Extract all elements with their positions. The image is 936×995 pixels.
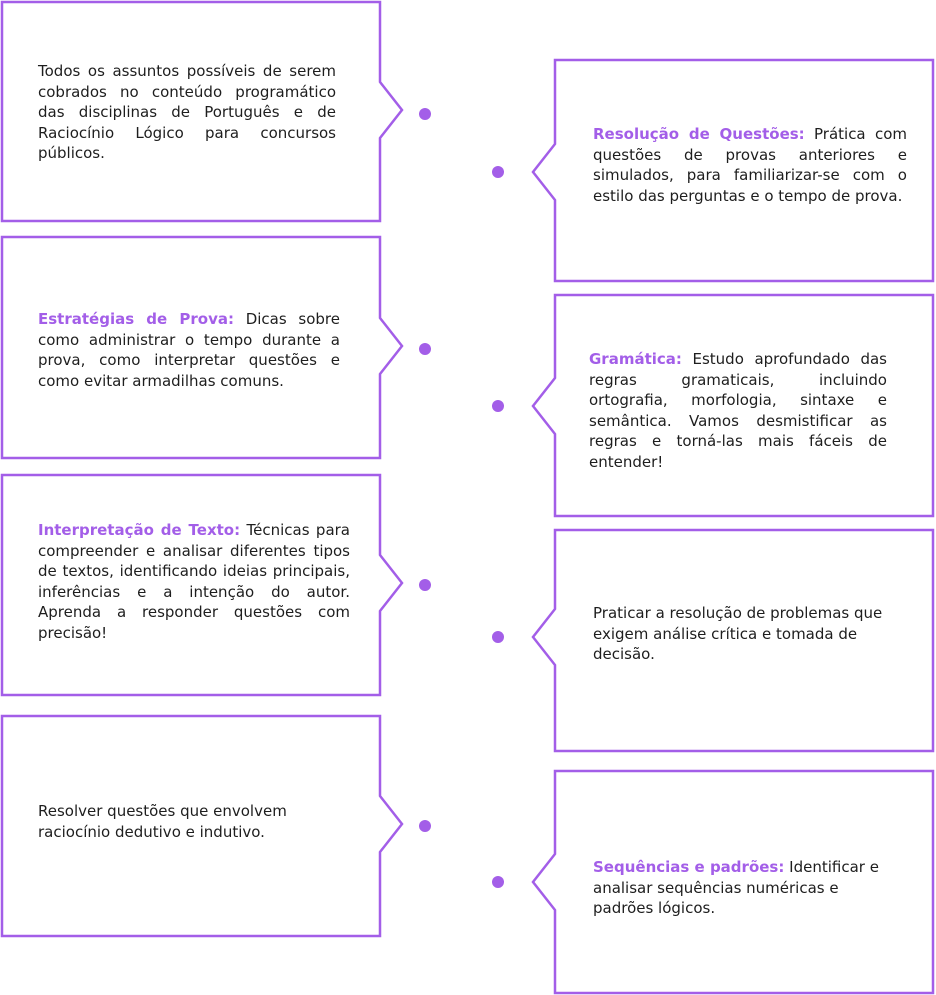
- right-card-4-text: [593, 857, 888, 919]
- left-card-2-title: Estratégias de Prova:: [38, 310, 234, 328]
- right-card-4-title: Sequências e padrões:: [593, 858, 785, 876]
- left-card-1-body: Todos os assuntos possíveis de serem cobrados no conteúdo programático das disciplinas de Português e de Raciocínio Lógico para concursos públicos.: [38, 62, 336, 162]
- left-card-4-text: [38, 801, 338, 842]
- left-card-1-text: [38, 61, 336, 164]
- timeline-dot-right-3: [492, 631, 504, 643]
- left-card-2-text: [38, 309, 340, 391]
- right-card-3-body: Praticar a resolução de problemas que exigem análise crítica e tomada de decisão.: [593, 604, 883, 663]
- right-card-2-title: Gramática:: [589, 350, 682, 368]
- timeline-dot-left-2: [419, 343, 431, 355]
- right-card-3-text: [593, 603, 903, 665]
- right-card-1-text: [593, 124, 907, 206]
- right-card-1-title: Resolução de Questões:: [593, 125, 805, 143]
- timeline-dot-right-2: [492, 400, 504, 412]
- timeline-dot-left-1: [419, 108, 431, 120]
- right-card-1-body: Prática com questões de provas anteriores e simulados, para familiarizar-se com o estilo das perguntas e o tempo de prova.: [593, 125, 907, 205]
- left-card-3-title: Interpretação de Texto:: [38, 521, 241, 539]
- left-card-2-body: Dicas sobre como administrar o tempo durante a prova, como interpretar questões e como evitar armadilhas comuns.: [38, 310, 340, 390]
- right-card-2-body: Estudo aprofundado das regras gramaticais, incluindo ortografia, morfologia, sintaxe e semântica. Vamos desmistificar as regras e torná-las mais fáceis de entender!: [589, 350, 887, 471]
- left-card-4-body: Resolver questões que envolvem raciocínio dedutivo e indutivo.: [38, 802, 287, 841]
- left-card-3-text: [38, 520, 350, 643]
- timeline-dot-right-4: [492, 876, 504, 888]
- timeline-dot-left-3: [419, 579, 431, 591]
- timeline-dot-left-4: [419, 820, 431, 832]
- timeline-dot-right-1: [492, 166, 504, 178]
- left-card-3-body: Técnicas para compreender e analisar diferentes tipos de textos, identificando ideias principais, inferências e a intenção do autor. Aprenda a responder questões com precisão!: [38, 521, 351, 642]
- right-card-2-text: [589, 349, 887, 472]
- right-card-4-body: Identificar e analisar sequências numéricas e padrões lógicos.: [593, 858, 879, 917]
